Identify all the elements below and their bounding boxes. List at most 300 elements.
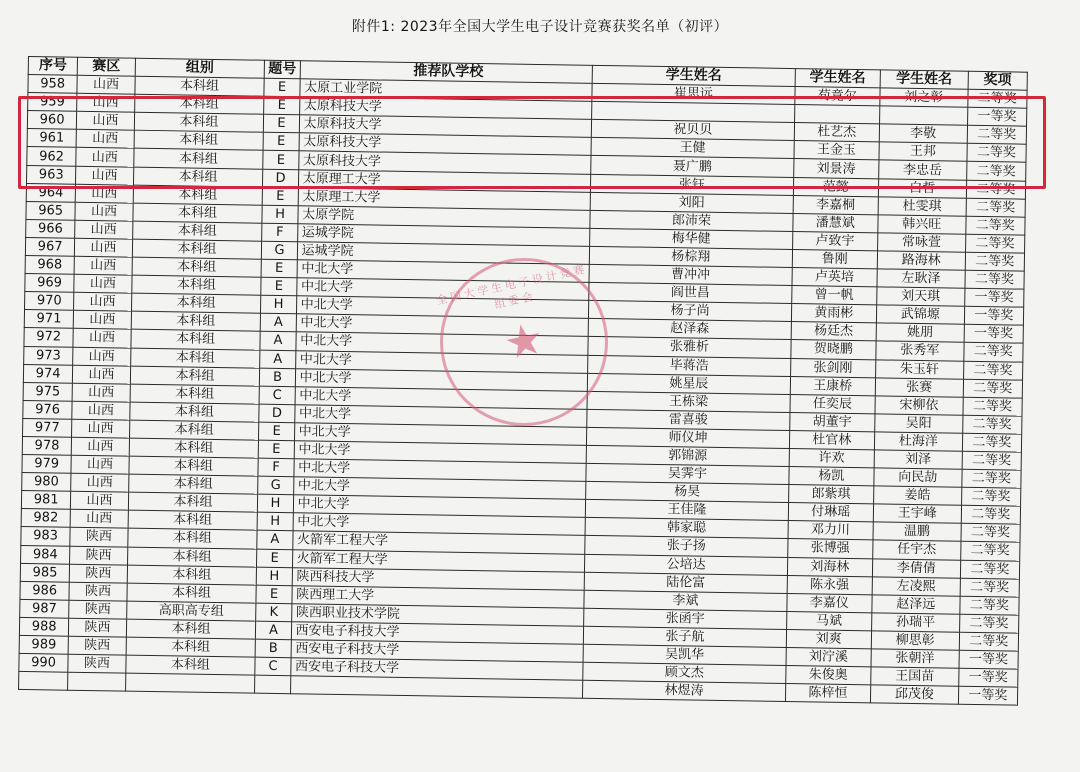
award-cell: 二等奖 — [966, 180, 1026, 199]
student-2-cell: 马斌 — [786, 611, 872, 630]
seq-cell — [19, 672, 69, 691]
student-1-cell: 杨子尚 — [589, 301, 791, 322]
student-2-cell: 胡董宇 — [789, 412, 875, 431]
region-cell: 山西 — [76, 166, 134, 185]
header-student-1: 学生姓名 — [592, 65, 794, 86]
student-2-cell: 陈永强 — [787, 575, 873, 594]
school-cell: 中北大学 — [295, 368, 588, 391]
student-3-cell: 赵泽远 — [872, 595, 960, 614]
student-2-cell: 荀竟尔 — [794, 87, 880, 106]
student-2-cell: 鲁刚 — [792, 249, 878, 268]
student-1-cell: 祝贝贝 — [592, 120, 794, 141]
award-cell: 二等奖 — [967, 89, 1027, 108]
region-cell — [68, 672, 126, 691]
group-cell: 本科组 — [129, 438, 259, 458]
topic-cell: A — [257, 531, 292, 550]
seq-cell: 972 — [24, 328, 74, 347]
award-cell: 一等奖 — [958, 686, 1018, 705]
student-1-cell: 李斌 — [584, 590, 786, 611]
topic-cell: G — [258, 476, 293, 495]
school-cell: 火箭军工程大学 — [292, 549, 585, 572]
student-3-cell: 路海林 — [877, 251, 965, 270]
award-cell: 二等奖 — [961, 524, 1021, 543]
seq-cell: 964 — [26, 183, 76, 202]
region-cell: 山西 — [72, 401, 130, 420]
student-3-cell: 任宇杰 — [873, 540, 961, 559]
student-1-cell: 张钰 — [591, 174, 793, 195]
header-award: 奖项 — [968, 71, 1028, 90]
seq-cell: 961 — [27, 129, 77, 148]
school-cell: 中北大学 — [293, 513, 586, 536]
school-cell: 中北大学 — [293, 495, 586, 518]
school-cell: 西安电子科技大学 — [291, 640, 584, 663]
header-school: 推荐队学校 — [300, 61, 593, 84]
region-cell: 山西 — [70, 510, 128, 529]
school-cell: 运城学院 — [297, 224, 590, 247]
region-cell: 山西 — [73, 329, 131, 348]
group-cell: 本科组 — [127, 529, 257, 549]
student-3-cell: 张赛 — [875, 377, 963, 396]
student-2-cell: 张剑刚 — [790, 358, 876, 377]
group-cell: 本科组 — [132, 257, 262, 277]
student-2-cell: 卢英培 — [792, 268, 878, 287]
region-cell: 陕西 — [70, 564, 128, 583]
region-cell: 山西 — [75, 220, 133, 239]
award-cell: 二等奖 — [960, 560, 1020, 579]
topic-cell: E — [263, 151, 298, 170]
school-cell: 中北大学 — [294, 441, 587, 464]
group-cell: 本科组 — [133, 203, 263, 223]
school-cell: 陕西职业技术学院 — [291, 604, 584, 627]
seq-cell: 987 — [20, 599, 70, 618]
region-cell: 陕西 — [68, 636, 126, 655]
student-3-cell: 杜海洋 — [874, 432, 962, 451]
topic-cell: B — [260, 368, 295, 387]
seq-cell: 977 — [23, 418, 73, 437]
student-1-cell: 雷喜骏 — [587, 409, 789, 430]
award-cell: 二等奖 — [967, 144, 1027, 163]
region-cell: 山西 — [71, 473, 129, 492]
topic-cell: H — [262, 205, 297, 224]
seq-cell: 981 — [21, 491, 71, 510]
school-cell: 中北大学 — [296, 278, 589, 301]
seq-cell: 971 — [24, 310, 74, 329]
seq-cell: 959 — [28, 93, 78, 112]
school-cell: 西安电子科技大学 — [291, 622, 584, 645]
topic-cell: F — [258, 458, 293, 477]
student-2-cell: 郎紫琪 — [788, 485, 874, 504]
school-cell: 太原理工大学 — [298, 169, 591, 192]
seq-cell: 969 — [25, 274, 75, 293]
student-1-cell: 王佳隆 — [586, 500, 788, 521]
award-cell: 一等奖 — [964, 288, 1024, 307]
region-cell: 陕西 — [70, 528, 128, 547]
topic-cell — [255, 675, 290, 694]
student-3-cell: 邱茂俊 — [870, 685, 958, 704]
topic-cell: E — [264, 96, 299, 115]
student-1-cell: 韩家聪 — [585, 518, 787, 539]
student-1-cell: 吴凯华 — [583, 644, 785, 665]
header-student-3: 学生姓名 — [880, 70, 968, 89]
student-3-cell: 武锦塬 — [876, 305, 964, 324]
group-cell: 本科组 — [131, 275, 261, 295]
student-1-cell: 赵泽森 — [589, 319, 791, 340]
student-2-cell: 张博强 — [787, 539, 873, 558]
student-2-cell: 杨凯 — [788, 467, 874, 486]
topic-cell: A — [260, 332, 295, 351]
student-3-cell: 向民劼 — [874, 468, 962, 487]
award-cell: 二等奖 — [966, 198, 1026, 217]
student-1-cell: 陆伦富 — [585, 572, 787, 593]
group-cell: 本科组 — [133, 149, 263, 169]
seq-cell: 988 — [19, 617, 69, 636]
student-1-cell: 王健 — [591, 138, 793, 159]
award-cell: 一等奖 — [958, 668, 1018, 687]
group-cell: 高职高专组 — [126, 601, 256, 621]
topic-cell: H — [261, 295, 296, 314]
topic-cell: E — [259, 422, 294, 441]
school-cell: 陕西理工大学 — [292, 585, 585, 608]
school-cell: 太原理工大学 — [298, 187, 591, 210]
seq-cell: 960 — [27, 111, 77, 130]
group-cell: 本科组 — [132, 239, 262, 259]
header-student-2: 学生姓名 — [795, 69, 881, 88]
student-3-cell: 李敬 — [879, 124, 967, 143]
school-cell: 中北大学 — [295, 386, 588, 409]
region-cell: 山西 — [75, 184, 133, 203]
seq-cell: 966 — [26, 219, 76, 238]
topic-cell: E — [256, 585, 291, 604]
student-2-cell: 刘泞溪 — [786, 647, 872, 666]
school-cell: 太原科技大学 — [298, 151, 591, 174]
seq-cell: 978 — [22, 436, 72, 455]
student-1-cell: 张子扬 — [585, 536, 787, 557]
region-cell: 山西 — [74, 256, 132, 275]
student-3-cell: 王宇峰 — [873, 504, 961, 523]
student-2-cell: 陈梓恒 — [785, 684, 871, 703]
region-cell: 山西 — [74, 311, 132, 330]
group-cell: 本科组 — [130, 384, 260, 404]
topic-cell: C — [255, 657, 290, 676]
region-cell: 山西 — [77, 75, 135, 94]
group-cell: 本科组 — [128, 492, 258, 512]
student-2-cell: 李嘉桐 — [793, 195, 879, 214]
group-cell — [125, 673, 255, 693]
award-cell: 二等奖 — [961, 505, 1021, 524]
student-2-cell: 王康桥 — [790, 376, 876, 395]
student-2-cell: 杨廷杰 — [791, 322, 877, 341]
seq-cell: 968 — [25, 256, 75, 275]
group-cell: 本科组 — [134, 131, 264, 151]
school-cell: 太原学院 — [297, 206, 590, 229]
group-cell: 本科组 — [127, 583, 257, 603]
group-cell: 本科组 — [129, 402, 259, 422]
seq-cell: 976 — [23, 400, 73, 419]
school-cell — [290, 676, 583, 699]
region-cell: 山西 — [74, 274, 132, 293]
seq-cell: 962 — [27, 147, 77, 166]
group-cell: 本科组 — [131, 330, 261, 350]
school-cell: 中北大学 — [294, 459, 587, 482]
region-cell: 山西 — [74, 292, 132, 311]
student-3-cell: 姜皓 — [874, 486, 962, 505]
group-cell: 本科组 — [131, 311, 261, 331]
seq-cell: 958 — [28, 75, 78, 94]
school-cell: 中北大学 — [297, 260, 590, 283]
seq-cell: 983 — [21, 527, 71, 546]
student-1-cell: 顾文杰 — [583, 662, 785, 683]
student-1-cell: 曹冲冲 — [589, 264, 791, 285]
school-cell: 陕西科技大学 — [292, 567, 585, 590]
award-cell: 二等奖 — [965, 270, 1025, 289]
student-1-cell: 张子航 — [584, 626, 786, 647]
topic-cell: D — [263, 169, 298, 188]
group-cell: 本科组 — [130, 366, 260, 386]
seq-cell: 975 — [23, 382, 73, 401]
header-region: 赛区 — [77, 57, 135, 76]
student-2-cell: 贺晓鹏 — [790, 340, 876, 359]
student-3-cell: 宋柳依 — [875, 396, 963, 415]
student-3-cell: 张秀军 — [876, 341, 964, 360]
student-1-cell: 林煜涛 — [583, 680, 785, 701]
student-1-cell: 聂广鹏 — [591, 156, 793, 177]
school-cell: 太原科技大学 — [299, 133, 592, 156]
topic-cell: A — [260, 350, 295, 369]
seq-cell: 980 — [22, 473, 72, 492]
student-2-cell: 卢致宇 — [792, 231, 878, 250]
group-cell: 本科组 — [130, 348, 260, 368]
student-1-cell: 郭锦源 — [587, 445, 789, 466]
school-cell: 中北大学 — [294, 405, 587, 428]
seal-text: 全国大学生电子设计竞赛组委会 — [435, 262, 589, 312]
group-cell: 本科组 — [135, 76, 265, 96]
seq-cell: 985 — [20, 563, 70, 582]
topic-cell: E — [263, 133, 298, 152]
group-cell: 本科组 — [126, 619, 256, 639]
student-3-cell: 李倩倩 — [872, 558, 960, 577]
award-cell: 一等奖 — [964, 325, 1024, 344]
student-2-cell: 曾一帆 — [791, 286, 877, 305]
award-cell: 一等奖 — [964, 306, 1024, 325]
student-3-cell — [880, 106, 968, 125]
student-2-cell: 刘海林 — [787, 557, 873, 576]
region-cell: 山西 — [76, 148, 134, 167]
region-cell: 陕西 — [68, 654, 126, 673]
seq-cell: 967 — [25, 237, 75, 256]
school-cell: 中北大学 — [296, 332, 589, 355]
region-cell: 山西 — [71, 455, 129, 474]
student-3-cell: 白哲 — [878, 178, 966, 197]
region-cell: 山西 — [75, 202, 133, 221]
school-cell: 中北大学 — [296, 296, 589, 319]
award-cell: 二等奖 — [962, 433, 1022, 452]
student-2-cell: 王金玉 — [794, 141, 880, 160]
school-cell: 中北大学 — [293, 477, 586, 500]
topic-cell: A — [256, 621, 291, 640]
student-1-cell: 杨昊 — [586, 481, 788, 502]
student-1-cell: 阎世昌 — [589, 282, 791, 303]
seq-cell: 990 — [19, 654, 69, 673]
award-cell: 二等奖 — [959, 632, 1019, 651]
school-cell: 中北大学 — [294, 423, 587, 446]
region-cell: 山西 — [76, 130, 134, 149]
student-2-cell: 朱俊奥 — [785, 666, 871, 685]
topic-cell: K — [256, 603, 291, 622]
award-cell: 二等奖 — [963, 361, 1023, 380]
student-2-cell: 刘爽 — [786, 629, 872, 648]
student-3-cell: 孙瑞平 — [872, 613, 960, 632]
student-2-cell: 刘景涛 — [793, 159, 879, 178]
seq-cell: 974 — [23, 364, 73, 383]
topic-cell: D — [259, 404, 294, 423]
region-cell: 陕西 — [69, 600, 127, 619]
school-cell: 太原科技大学 — [299, 97, 592, 120]
award-cell: 二等奖 — [962, 415, 1022, 434]
student-3-cell: 左耿泽 — [877, 269, 965, 288]
student-1-cell: 毕蒋浩 — [588, 355, 790, 376]
award-cell: 一等奖 — [959, 650, 1019, 669]
seq-cell: 979 — [22, 455, 72, 474]
group-cell: 本科组 — [131, 293, 261, 313]
student-3-cell: 李忠岳 — [879, 160, 967, 179]
seq-cell: 973 — [24, 346, 74, 365]
group-cell: 本科组 — [134, 112, 264, 132]
school-cell: 中北大学 — [296, 314, 589, 337]
student-1-cell: 公培达 — [585, 554, 787, 575]
student-2-cell: 杜官林 — [789, 430, 875, 449]
topic-cell: A — [261, 314, 296, 333]
group-cell: 本科组 — [127, 547, 257, 567]
topic-cell: G — [262, 241, 297, 260]
student-2-cell: 潘慧斌 — [792, 213, 878, 232]
student-2-cell: 付琳瑶 — [788, 503, 874, 522]
group-cell: 本科组 — [132, 221, 262, 241]
header-topic: 题号 — [265, 60, 300, 79]
award-cell: 二等奖 — [963, 343, 1023, 362]
group-cell: 本科组 — [133, 167, 263, 187]
school-cell: 运城学院 — [297, 242, 590, 265]
topic-cell: C — [259, 386, 294, 405]
award-cell: 二等奖 — [965, 252, 1025, 271]
topic-cell: E — [259, 440, 294, 459]
region-cell: 山西 — [73, 365, 131, 384]
award-cell: 二等奖 — [967, 126, 1027, 145]
student-3-cell: 朱玉轩 — [876, 359, 964, 378]
group-cell: 本科组 — [127, 565, 257, 585]
topic-cell: E — [261, 259, 296, 278]
award-cell: 二等奖 — [962, 451, 1022, 470]
student-1-cell: 吴霁宇 — [586, 463, 788, 484]
region-cell: 陕西 — [69, 582, 127, 601]
award-cell: 二等奖 — [966, 162, 1026, 181]
student-3-cell: 王邦 — [879, 142, 967, 161]
school-cell: 西安电子科技大学 — [290, 658, 583, 681]
group-cell: 本科组 — [126, 637, 256, 657]
award-cell: 二等奖 — [961, 487, 1021, 506]
student-3-cell: 杜雯琪 — [878, 197, 966, 216]
award-cell: 二等奖 — [963, 379, 1023, 398]
student-2-cell — [794, 105, 880, 124]
student-3-cell: 左凌熙 — [872, 576, 960, 595]
award-cell: 二等奖 — [965, 216, 1025, 235]
student-1-cell: 杨棕翔 — [590, 246, 792, 267]
award-cell: 二等奖 — [959, 596, 1019, 615]
topic-cell: F — [262, 223, 297, 242]
region-cell: 山西 — [72, 437, 130, 456]
student-3-cell: 常咏萱 — [878, 233, 966, 252]
award-cell: 一等奖 — [967, 107, 1027, 126]
student-1-cell: 刘阳 — [590, 192, 792, 213]
student-3-cell: 刘之彰 — [880, 88, 968, 107]
student-1-cell: 崔思远 — [592, 83, 794, 104]
topic-cell: E — [264, 114, 299, 133]
student-2-cell: 邓力川 — [788, 521, 874, 540]
student-3-cell: 刘天琪 — [877, 287, 965, 306]
seq-cell: 965 — [26, 201, 76, 220]
student-1-cell: 王栋梁 — [587, 391, 789, 412]
topic-cell: H — [257, 567, 292, 586]
seal-star-icon: ★ — [499, 312, 549, 371]
student-3-cell: 韩兴旺 — [878, 215, 966, 234]
student-1-cell: 张函宇 — [584, 608, 786, 629]
student-3-cell: 刘泽 — [874, 450, 962, 469]
group-cell: 本科组 — [128, 510, 258, 530]
group-cell: 本科组 — [125, 655, 255, 675]
group-cell: 本科组 — [129, 456, 259, 476]
topic-cell: E — [263, 187, 298, 206]
document-title: 附件1: 2023年全国大学生电子设计竞赛获奖名单（初评） — [351, 19, 729, 35]
student-2-cell: 许欢 — [789, 448, 875, 467]
group-cell: 本科组 — [134, 94, 264, 114]
award-cell: 二等奖 — [963, 397, 1023, 416]
region-cell: 山西 — [72, 419, 130, 438]
student-1-cell: 梅华健 — [590, 228, 792, 249]
student-3-cell: 温鹏 — [873, 522, 961, 541]
student-2-cell: 杜艺杰 — [794, 123, 880, 142]
region-cell: 陕西 — [69, 618, 127, 637]
region-cell: 陕西 — [70, 546, 128, 565]
region-cell: 山西 — [77, 112, 135, 131]
award-cell: 二等奖 — [960, 578, 1020, 597]
region-cell: 山西 — [73, 347, 131, 366]
seq-cell: 970 — [25, 292, 75, 311]
student-2-cell: 任奕辰 — [790, 394, 876, 413]
seq-cell: 986 — [20, 581, 70, 600]
student-1-cell: 郎沛荣 — [590, 210, 792, 231]
award-cell: 二等奖 — [965, 234, 1025, 253]
seq-cell: 984 — [21, 545, 71, 564]
school-cell: 太原工业学院 — [299, 79, 592, 102]
topic-cell: E — [261, 277, 296, 296]
topic-cell: H — [257, 513, 292, 532]
topic-cell: E — [264, 78, 299, 97]
student-1-cell: 张雅析 — [588, 337, 790, 358]
seq-cell: 963 — [27, 165, 77, 184]
topic-cell: H — [258, 494, 293, 513]
student-2-cell: 黄雨彬 — [791, 304, 877, 323]
student-3-cell: 吴阳 — [875, 414, 963, 433]
student-2-cell: 李嘉仪 — [786, 593, 872, 612]
student-1-cell: 姚星辰 — [588, 373, 790, 394]
region-cell: 山西 — [75, 238, 133, 257]
award-cell: 二等奖 — [959, 614, 1019, 633]
student-2-cell: 范懿 — [793, 177, 879, 196]
school-cell: 中北大学 — [295, 350, 588, 373]
topic-cell: E — [257, 549, 292, 568]
region-cell: 山西 — [71, 491, 129, 510]
seq-cell: 982 — [21, 509, 71, 528]
school-cell: 太原科技大学 — [299, 115, 592, 138]
